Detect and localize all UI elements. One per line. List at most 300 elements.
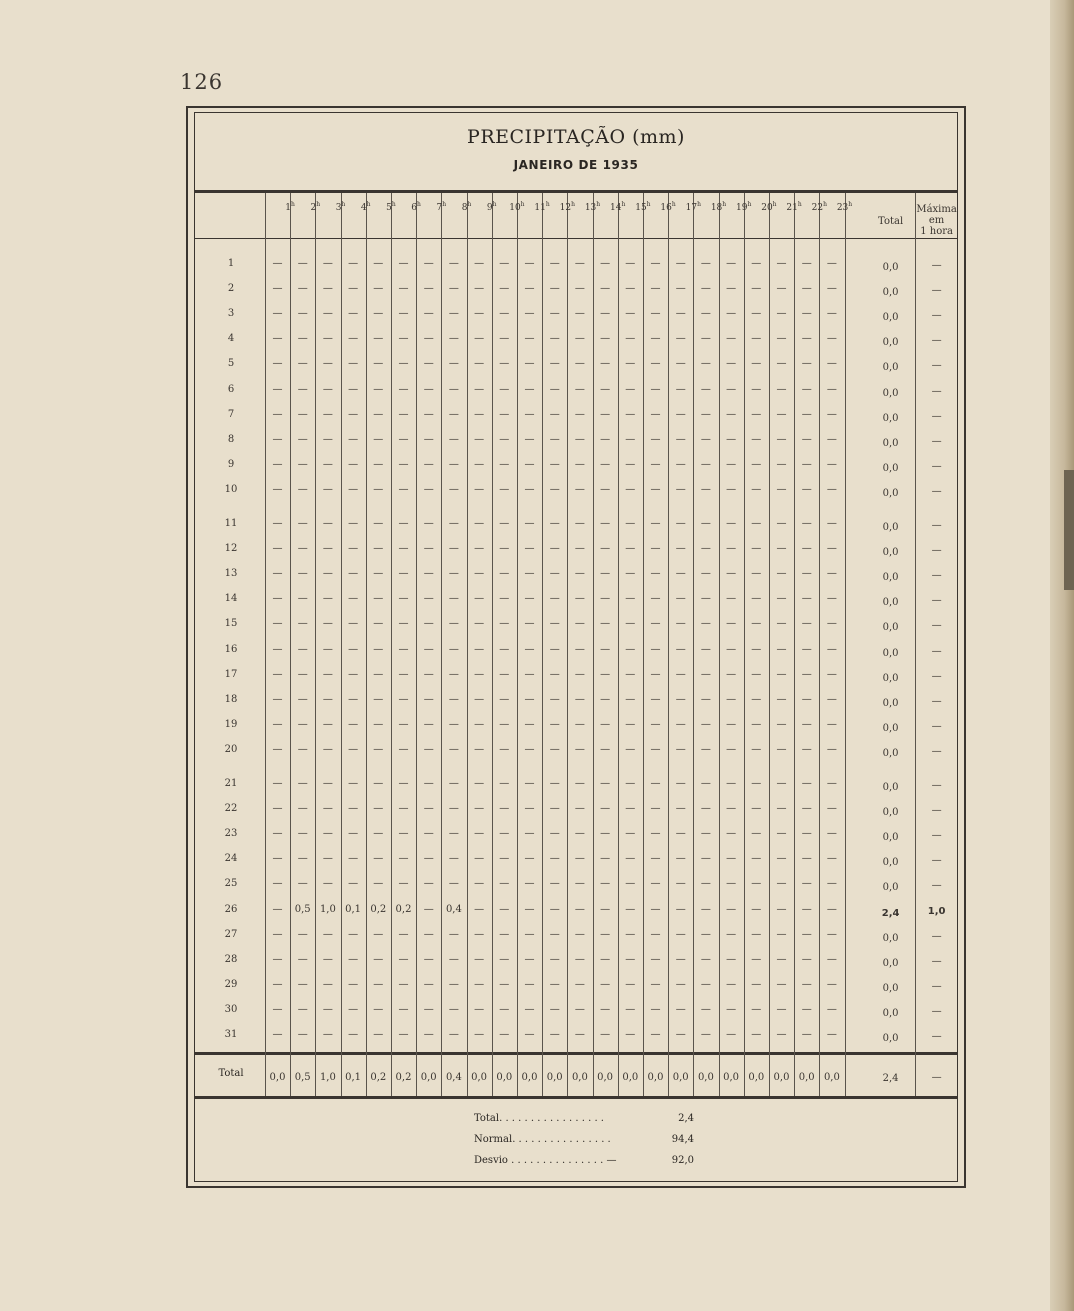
hourly-value: — — [574, 618, 585, 630]
hourly-value: — — [751, 878, 762, 890]
hourly-value: — — [801, 383, 812, 395]
hourly-value: — — [600, 853, 611, 865]
hourly-value: — — [272, 953, 283, 965]
hourly-value: — — [675, 308, 686, 320]
hourly-value: — — [549, 543, 560, 555]
binding-tab — [1064, 470, 1074, 590]
hourly-value: — — [650, 878, 661, 890]
page-number: 126 — [180, 70, 224, 94]
hourly-value: — — [700, 1029, 711, 1040]
hourly-value: — — [625, 458, 636, 470]
hourly-value: — — [650, 903, 661, 915]
hourly-value: — — [373, 433, 384, 445]
hourly-total: 0,0 — [496, 1072, 513, 1083]
hour-header: 13$^h$ — [584, 201, 601, 213]
day-total: 0,0 — [882, 572, 899, 584]
hourly-value: — — [574, 853, 585, 865]
hourly-value: — — [574, 803, 585, 815]
hourly-value: — — [524, 953, 535, 965]
hourly-value: — — [272, 1003, 283, 1015]
hourly-total: 0,0 — [723, 1072, 740, 1083]
column-rule — [845, 193, 846, 1096]
hourly-value: — — [549, 1003, 560, 1015]
hourly-value: — — [726, 853, 737, 865]
hourly-value: — — [474, 1003, 485, 1015]
hourly-value: — — [272, 408, 283, 420]
hourly-value: — — [549, 743, 560, 755]
hourly-value: — — [776, 878, 787, 890]
hourly-value: — — [650, 778, 661, 789]
hourly-value: — — [751, 718, 762, 730]
day-number: 17 — [224, 668, 238, 680]
hourly-value: — — [348, 853, 359, 865]
hourly-value: — — [826, 408, 837, 420]
hourly-value: — — [625, 778, 636, 789]
hourly-value: — — [272, 1029, 283, 1040]
hourly-value: — — [448, 568, 459, 580]
hourly-value: — — [348, 408, 359, 420]
hourly-value: — — [348, 878, 359, 890]
hourly-value: — — [726, 458, 737, 470]
hourly-total: 0,0 — [269, 1072, 286, 1083]
hourly-value: — — [448, 853, 459, 865]
hourly-value: — — [826, 458, 837, 470]
hourly-value: — — [322, 643, 333, 655]
day-max-hour: — — [931, 385, 942, 397]
hourly-value: — — [801, 953, 812, 965]
hourly-value: 0,1 — [345, 903, 362, 915]
hourly-value: — — [322, 283, 333, 295]
day-number: 15 — [224, 618, 238, 630]
hourly-value: — — [574, 483, 585, 495]
hourly-value: — — [625, 928, 636, 940]
hourly-value: — — [373, 518, 384, 529]
hourly-value: — — [297, 1029, 308, 1040]
hourly-value: — — [625, 878, 636, 890]
hourly-value: — — [373, 308, 384, 320]
day-max-hour: — — [931, 435, 942, 447]
hour-header: 5$^h$ — [386, 201, 396, 213]
hourly-value: — — [322, 593, 333, 605]
hourly-value: — — [549, 803, 560, 815]
hourly-value: — — [650, 308, 661, 320]
hourly-value: — — [474, 693, 485, 705]
hourly-value: — — [600, 878, 611, 890]
hourly-value: — — [423, 828, 434, 840]
hourly-value: — — [776, 928, 787, 940]
hourly-value: — — [348, 1029, 359, 1040]
hourly-value: — — [801, 693, 812, 705]
hourly-value: — — [373, 668, 384, 680]
hourly-value: — — [625, 953, 636, 965]
hourly-value: — — [751, 1003, 762, 1015]
hourly-value: — — [549, 408, 560, 420]
hourly-value: — — [474, 878, 485, 890]
hourly-value: — — [801, 853, 812, 865]
hourly-value: — — [499, 743, 510, 755]
hourly-value: — — [600, 593, 611, 605]
hourly-value: — — [373, 978, 384, 990]
hourly-value: — — [474, 358, 485, 370]
hourly-value: — — [675, 283, 686, 295]
hourly-value: — — [826, 668, 837, 680]
table-title: PRECIPITAÇÃO (mm) — [467, 126, 685, 148]
hourly-value: — — [499, 668, 510, 680]
hourly-value: — — [348, 333, 359, 345]
hourly-value: — — [700, 408, 711, 420]
hourly-value: — — [700, 878, 711, 890]
hourly-value: — — [776, 903, 787, 915]
hourly-value: — — [549, 828, 560, 840]
hourly-value: — — [474, 643, 485, 655]
hourly-value: — — [448, 828, 459, 840]
hourly-value: — — [751, 1029, 762, 1040]
hourly-value: — — [700, 643, 711, 655]
hourly-value: — — [776, 803, 787, 815]
hourly-value: — — [776, 408, 787, 420]
hourly-value: — — [448, 668, 459, 680]
hourly-value: — — [348, 543, 359, 555]
day-total: 0,0 — [882, 957, 899, 969]
hourly-value: — — [272, 803, 283, 815]
hourly-value: — — [700, 518, 711, 529]
hourly-value: — — [751, 458, 762, 470]
hourly-value: — — [297, 978, 308, 990]
hourly-value: — — [700, 543, 711, 555]
hourly-value: — — [272, 718, 283, 730]
hourly-value: — — [675, 458, 686, 470]
hourly-value: — — [423, 718, 434, 730]
hourly-value: — — [322, 358, 333, 370]
hourly-value: — — [499, 878, 510, 890]
hourly-value: — — [398, 1003, 409, 1015]
hourly-value: — — [524, 928, 535, 940]
hourly-value: — — [650, 593, 661, 605]
hourly-value: — — [348, 928, 359, 940]
hourly-value: — — [373, 593, 384, 605]
hourly-value: — — [448, 1003, 459, 1015]
hourly-value: — — [524, 1029, 535, 1040]
hourly-value: — — [474, 408, 485, 420]
hourly-value: — — [398, 258, 409, 269]
hourly-value: — — [675, 568, 686, 580]
hourly-value: — — [650, 458, 661, 470]
hourly-value: — — [474, 433, 485, 445]
hourly-value: — — [801, 718, 812, 730]
hourly-value: — — [625, 1029, 636, 1040]
hour-header: 19$^h$ — [736, 201, 752, 213]
hourly-value: — — [322, 308, 333, 320]
hour-header: 8$^h$ — [461, 201, 472, 213]
hourly-value: — — [726, 878, 737, 890]
hourly-value: — — [423, 803, 434, 815]
hourly-value: — — [726, 333, 737, 345]
hourly-value: — — [650, 358, 661, 370]
hourly-value: — — [625, 593, 636, 605]
hourly-value: — — [801, 333, 812, 345]
hourly-value: — — [499, 283, 510, 295]
hourly-value: — — [373, 693, 384, 705]
hourly-value: — — [600, 928, 611, 940]
hourly-value: — — [499, 593, 510, 605]
hourly-value: — — [776, 643, 787, 655]
hourly-value: — — [297, 258, 308, 269]
hourly-value: — — [348, 618, 359, 630]
hourly-total: 0,0 — [697, 1072, 714, 1083]
hourly-value: — — [826, 903, 837, 915]
hourly-value: — — [448, 458, 459, 470]
hourly-value: — — [801, 743, 812, 755]
hourly-value: — — [574, 543, 585, 555]
hourly-total: 0,0 — [546, 1072, 563, 1083]
hourly-value: — — [650, 383, 661, 395]
hourly-value: — — [272, 333, 283, 345]
hourly-value: — — [297, 458, 308, 470]
hourly-value: — — [625, 803, 636, 815]
hourly-value: — — [625, 903, 636, 915]
hourly-value: — — [524, 258, 535, 269]
hourly-value: — — [726, 408, 737, 420]
hourly-value: — — [700, 693, 711, 705]
hourly-value: — — [600, 1003, 611, 1015]
hourly-value: — — [826, 568, 837, 580]
footer-total-label: Total — [218, 1068, 244, 1079]
hourly-value: — — [600, 668, 611, 680]
hourly-total: 0,0 — [773, 1072, 790, 1083]
hourly-value: — — [499, 518, 510, 529]
hourly-value: — — [524, 333, 535, 345]
hourly-value: — — [751, 543, 762, 555]
hourly-value: — — [398, 333, 409, 345]
hourly-value: — — [726, 518, 737, 529]
hourly-value: — — [398, 828, 409, 840]
hourly-value: — — [423, 978, 434, 990]
hourly-value: — — [373, 643, 384, 655]
day-number: 12 — [224, 543, 238, 555]
day-max-hour: 1,0 — [927, 905, 946, 917]
hourly-value: — — [625, 1003, 636, 1015]
hourly-value: — — [398, 593, 409, 605]
hourly-value: — — [474, 853, 485, 865]
hourly-total: 0,0 — [571, 1072, 588, 1083]
day-total: 0,0 — [882, 362, 899, 374]
hourly-value: — — [600, 743, 611, 755]
hourly-value: — — [700, 458, 711, 470]
hourly-value: — — [751, 928, 762, 940]
hour-header: 23$^h$ — [836, 201, 853, 213]
hourly-value: — — [650, 618, 661, 630]
hourly-value: — — [398, 778, 409, 789]
hourly-value: — — [574, 433, 585, 445]
hourly-value: — — [524, 518, 535, 529]
day-total: 0,0 — [882, 462, 899, 474]
hourly-value: — — [297, 593, 308, 605]
hourly-value: — — [297, 928, 308, 940]
day-max-hour: — — [931, 460, 942, 472]
hourly-value: — — [751, 743, 762, 755]
hourly-value: — — [272, 828, 283, 840]
hourly-value: — — [297, 333, 308, 345]
footer-top-divider — [194, 1052, 958, 1055]
hourly-value: — — [826, 928, 837, 940]
hourly-value: — — [625, 358, 636, 370]
hourly-value: — — [398, 433, 409, 445]
hourly-value: — — [499, 693, 510, 705]
hourly-value: — — [700, 778, 711, 789]
hourly-value: — — [801, 643, 812, 655]
hourly-value: — — [524, 693, 535, 705]
title-divider — [194, 190, 958, 193]
hourly-value: — — [423, 458, 434, 470]
hourly-value: — — [625, 308, 636, 320]
hourly-value: — — [272, 618, 283, 630]
hourly-value: — — [549, 308, 560, 320]
hour-header: 14$^h$ — [610, 201, 626, 213]
hourly-value: — — [297, 878, 308, 890]
day-total: 0,0 — [882, 647, 899, 659]
day-total: 0,0 — [882, 622, 899, 634]
hourly-value: — — [776, 593, 787, 605]
hourly-value: — — [474, 928, 485, 940]
hourly-value: — — [549, 778, 560, 789]
day-max-hour: — — [931, 1005, 942, 1017]
hourly-value: — — [272, 283, 283, 295]
day-number: 24 — [224, 853, 238, 865]
hourly-value: — — [574, 358, 585, 370]
hourly-value: — — [398, 308, 409, 320]
hourly-value: — — [448, 483, 459, 495]
hourly-value: — — [751, 358, 762, 370]
day-max-hour: — — [931, 485, 942, 497]
hourly-total: 0,5 — [294, 1072, 311, 1083]
day-total: 0,0 — [882, 747, 899, 759]
day-number: 14 — [224, 593, 238, 605]
hourly-value: — — [423, 953, 434, 965]
hourly-value: — — [373, 718, 384, 730]
hourly-value: — — [675, 518, 686, 529]
hourly-value: — — [675, 593, 686, 605]
hourly-value: — — [650, 258, 661, 269]
hourly-value: — — [801, 668, 812, 680]
hourly-value: — — [675, 433, 686, 445]
hourly-value: — — [574, 778, 585, 789]
day-total: 0,0 — [882, 982, 899, 994]
hourly-value: — — [398, 978, 409, 990]
day-total: 0,0 — [882, 287, 899, 299]
hourly-value: — — [726, 693, 737, 705]
hourly-value: — — [625, 643, 636, 655]
hourly-value: — — [499, 1003, 510, 1015]
day-number: 3 — [227, 308, 235, 320]
max-header-line1: Máxima — [916, 204, 957, 215]
hourly-value: — — [297, 668, 308, 680]
hourly-value: — — [650, 853, 661, 865]
header-divider — [194, 238, 958, 239]
hourly-value: — — [423, 433, 434, 445]
hourly-value: — — [826, 878, 837, 890]
hourly-value: — — [373, 543, 384, 555]
hourly-value: — — [373, 458, 384, 470]
hourly-value: — — [625, 668, 636, 680]
day-total: 0,0 — [882, 697, 899, 709]
hourly-value: — — [272, 778, 283, 789]
hourly-value: — — [373, 778, 384, 789]
hourly-value: — — [549, 358, 560, 370]
hourly-value: — — [726, 668, 737, 680]
hourly-value: — — [297, 743, 308, 755]
hourly-value: — — [751, 483, 762, 495]
hourly-value: — — [675, 743, 686, 755]
hourly-value: — — [474, 803, 485, 815]
hourly-value: — — [675, 358, 686, 370]
hourly-value: — — [726, 543, 737, 555]
hourly-value: — — [776, 333, 787, 345]
hourly-value: — — [726, 778, 737, 789]
day-max-hour: — — [931, 310, 942, 322]
hourly-value: — — [801, 828, 812, 840]
hourly-value: — — [448, 283, 459, 295]
hourly-value: — — [474, 903, 485, 915]
hourly-value: — — [524, 618, 535, 630]
hourly-value: — — [600, 693, 611, 705]
hourly-value: — — [398, 358, 409, 370]
hourly-value: — — [549, 903, 560, 915]
hourly-value: — — [600, 458, 611, 470]
hourly-value: — — [297, 483, 308, 495]
hourly-value: — — [348, 358, 359, 370]
hourly-value: — — [625, 618, 636, 630]
hourly-value: — — [474, 283, 485, 295]
hourly-value: — — [600, 543, 611, 555]
hourly-value: — — [700, 953, 711, 965]
hourly-total: 0,0 — [622, 1072, 639, 1083]
hourly-value: — — [600, 258, 611, 269]
hourly-value: — — [751, 258, 762, 269]
hourly-value: — — [272, 693, 283, 705]
day-max-hour: — — [931, 880, 942, 892]
hourly-value: — — [826, 693, 837, 705]
hourly-value: — — [297, 283, 308, 295]
hourly-value: — — [272, 308, 283, 320]
hour-header: 3$^h$ — [335, 201, 346, 213]
hourly-value: — — [826, 593, 837, 605]
hourly-value: — — [751, 283, 762, 295]
hourly-value: — — [826, 1029, 837, 1040]
hourly-value: — — [600, 828, 611, 840]
hourly-value: — — [650, 978, 661, 990]
summary-value: 94,4 — [671, 1134, 694, 1145]
hourly-value: — — [549, 258, 560, 269]
hourly-value: — — [398, 408, 409, 420]
hourly-value: — — [474, 383, 485, 395]
hourly-value: — — [348, 803, 359, 815]
hourly-value: — — [348, 828, 359, 840]
hourly-value: — — [549, 718, 560, 730]
hourly-value: — — [625, 408, 636, 420]
hourly-value: — — [499, 483, 510, 495]
hourly-total: 0,0 — [823, 1072, 840, 1083]
hourly-value: — — [600, 903, 611, 915]
hourly-value: — — [549, 928, 560, 940]
hourly-value: — — [448, 978, 459, 990]
hourly-value: — — [423, 543, 434, 555]
hourly-value: — — [801, 803, 812, 815]
hourly-value: — — [726, 483, 737, 495]
hourly-value: — — [650, 568, 661, 580]
hourly-value: — — [726, 618, 737, 630]
hourly-value: — — [297, 308, 308, 320]
day-number: 18 — [224, 693, 238, 705]
